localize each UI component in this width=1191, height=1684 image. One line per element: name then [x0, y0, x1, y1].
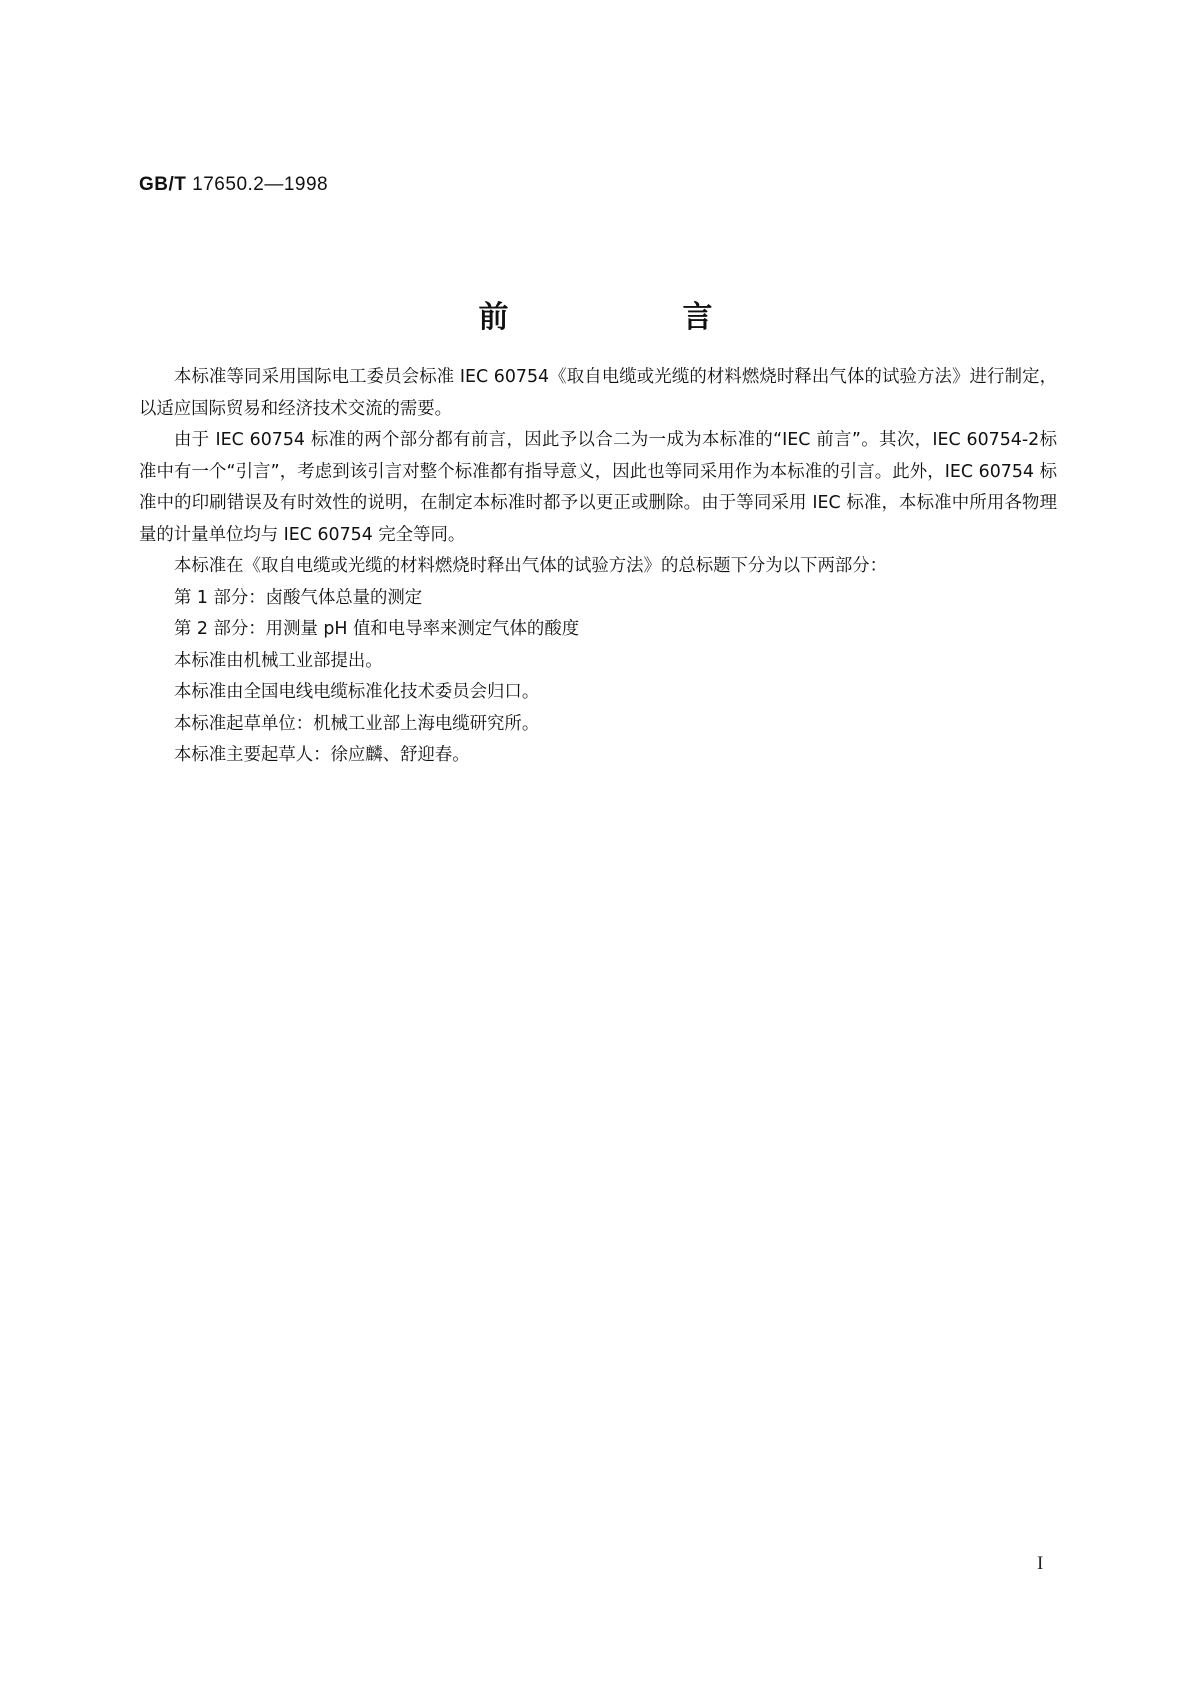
standard-code-number: 17650.2—1998 [192, 174, 329, 195]
drafting-unit-line: 本标准起草单位：机械工业部上海电缆研究所。 [174, 713, 540, 734]
paragraph-adoption: 本标准等同采用国际电工委员会标准 IEC 60754《取自电缆或光缆的材料燃烧时释出气体的试验方法》进行制定，以适应国际贸易和经济技术交流的需要。 [139, 367, 1057, 419]
page-title: 前 言 [478, 300, 785, 335]
standard-code-prefix: GB/T [139, 174, 187, 195]
drafters-line: 本标准主要起草人：徐应麟、舒迎春。 [174, 745, 470, 765]
committee-line: 本标准由全国电线电缆标准化技术委员会归口。 [174, 682, 540, 702]
paragraph-explanation: 由于 IEC 60754 标准的两个部分都有前言，因此予以合二为一成为本标准的“IEC 前言”。其次，IEC 60754-2标准中有一个“引言”，考虑到该引言对整个标准都有指导意义，因此也等同采用作为本标准的引言。此外，IEC 60754 标准中的印刷错误及有时效性的说明，在制定本标准时都予以更正或删除。由于等同采用 IEC 标准，本标准中所用各物理量的计量单位均与 IEC 60754 完全等同。 [139, 430, 1057, 545]
standard-code [139, 174, 328, 196]
proposer-line: 本标准由机械工业部提出。 [174, 650, 383, 671]
part-1-line: 第 1 部分：卤酸气体总量的测定 [174, 587, 423, 608]
paragraph-structure: 本标准在《取自电缆或光缆的材料燃烧时释出气体的试验方法》的总标题下分为以下两部分： [174, 556, 888, 576]
page-number: I [1037, 1553, 1044, 1574]
foreword-body [139, 362, 1057, 772]
part-2-line: 第 2 部分：用测量 pH 值和电导率来测定气体的酸度 [174, 619, 580, 639]
